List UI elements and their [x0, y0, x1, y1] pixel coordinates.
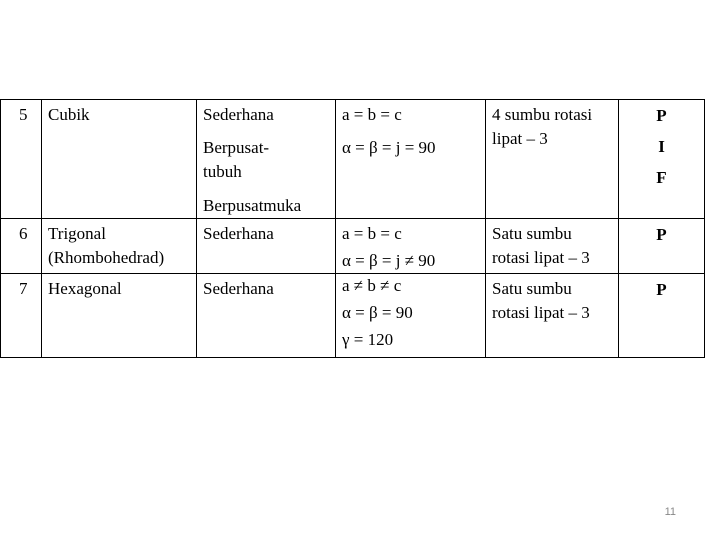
lattice-type-cell — [197, 100, 336, 219]
angle-relation: α = β = 90 — [342, 303, 413, 322]
lattice-type-cell — [197, 219, 336, 274]
row-number: 5 — [19, 105, 28, 124]
lattice-type: Sederhana — [203, 224, 274, 243]
symmetry-text: rotasi lipat – 3 — [492, 303, 590, 322]
angle-relation: α = β = j = 90 — [342, 138, 436, 157]
crystal-system-table — [0, 99, 705, 358]
system-name: Hexagonal — [48, 279, 122, 298]
system-cell — [42, 219, 197, 274]
lattice-type: Sederhana — [203, 279, 274, 298]
row-number: 7 — [19, 279, 28, 298]
symmetry-cell — [486, 100, 619, 219]
symmetry-text: Satu sumbu — [492, 224, 572, 243]
angle-relation: α = β = j ≠ 90 — [342, 251, 436, 270]
row-number-cell — [1, 219, 42, 274]
symmetry-cell — [486, 274, 619, 358]
symmetry-cell — [486, 219, 619, 274]
bravais-cell — [619, 100, 705, 219]
row-number-cell — [1, 100, 42, 219]
bravais-cell — [619, 219, 705, 274]
lattice-type-cell — [197, 274, 336, 358]
lattice-type: Berpusat- — [203, 138, 270, 157]
parameters-cell — [336, 274, 486, 358]
symmetry-text: 4 sumbu rotasi — [492, 105, 593, 124]
table-row — [1, 100, 705, 219]
bravais-cell — [619, 274, 705, 358]
axis-relation: a = b = c — [342, 105, 402, 124]
lattice-type: tubuh — [203, 162, 242, 181]
bravais-letter: F — [656, 168, 667, 187]
system-name: Trigonal — [48, 224, 106, 243]
symmetry-text: rotasi lipat – 3 — [492, 248, 590, 267]
row-number-cell — [1, 274, 42, 358]
row-number: 6 — [19, 224, 28, 243]
angle-relation: γ = 120 — [342, 330, 394, 349]
table-row — [1, 219, 705, 274]
system-cell — [42, 274, 197, 358]
bravais-letter: P — [656, 280, 667, 299]
bravais-letter: I — [658, 137, 665, 156]
bravais-letter: P — [656, 225, 667, 244]
lattice-type: Berpusatmuka — [203, 196, 302, 215]
axis-relation: a ≠ b ≠ c — [342, 276, 402, 295]
symmetry-text: Satu sumbu — [492, 279, 572, 298]
parameters-cell — [336, 100, 486, 219]
lattice-type: Sederhana — [203, 105, 274, 124]
axis-relation: a = b = c — [342, 224, 402, 243]
table-row — [1, 274, 705, 358]
page-number: 11 — [664, 506, 676, 518]
symmetry-text: lipat – 3 — [492, 129, 548, 148]
parameters-cell — [336, 219, 486, 274]
system-name: Cubik — [48, 105, 90, 124]
bravais-letter: P — [656, 106, 667, 125]
system-cell — [42, 100, 197, 219]
system-name: (Rhombohedrad) — [48, 248, 165, 267]
